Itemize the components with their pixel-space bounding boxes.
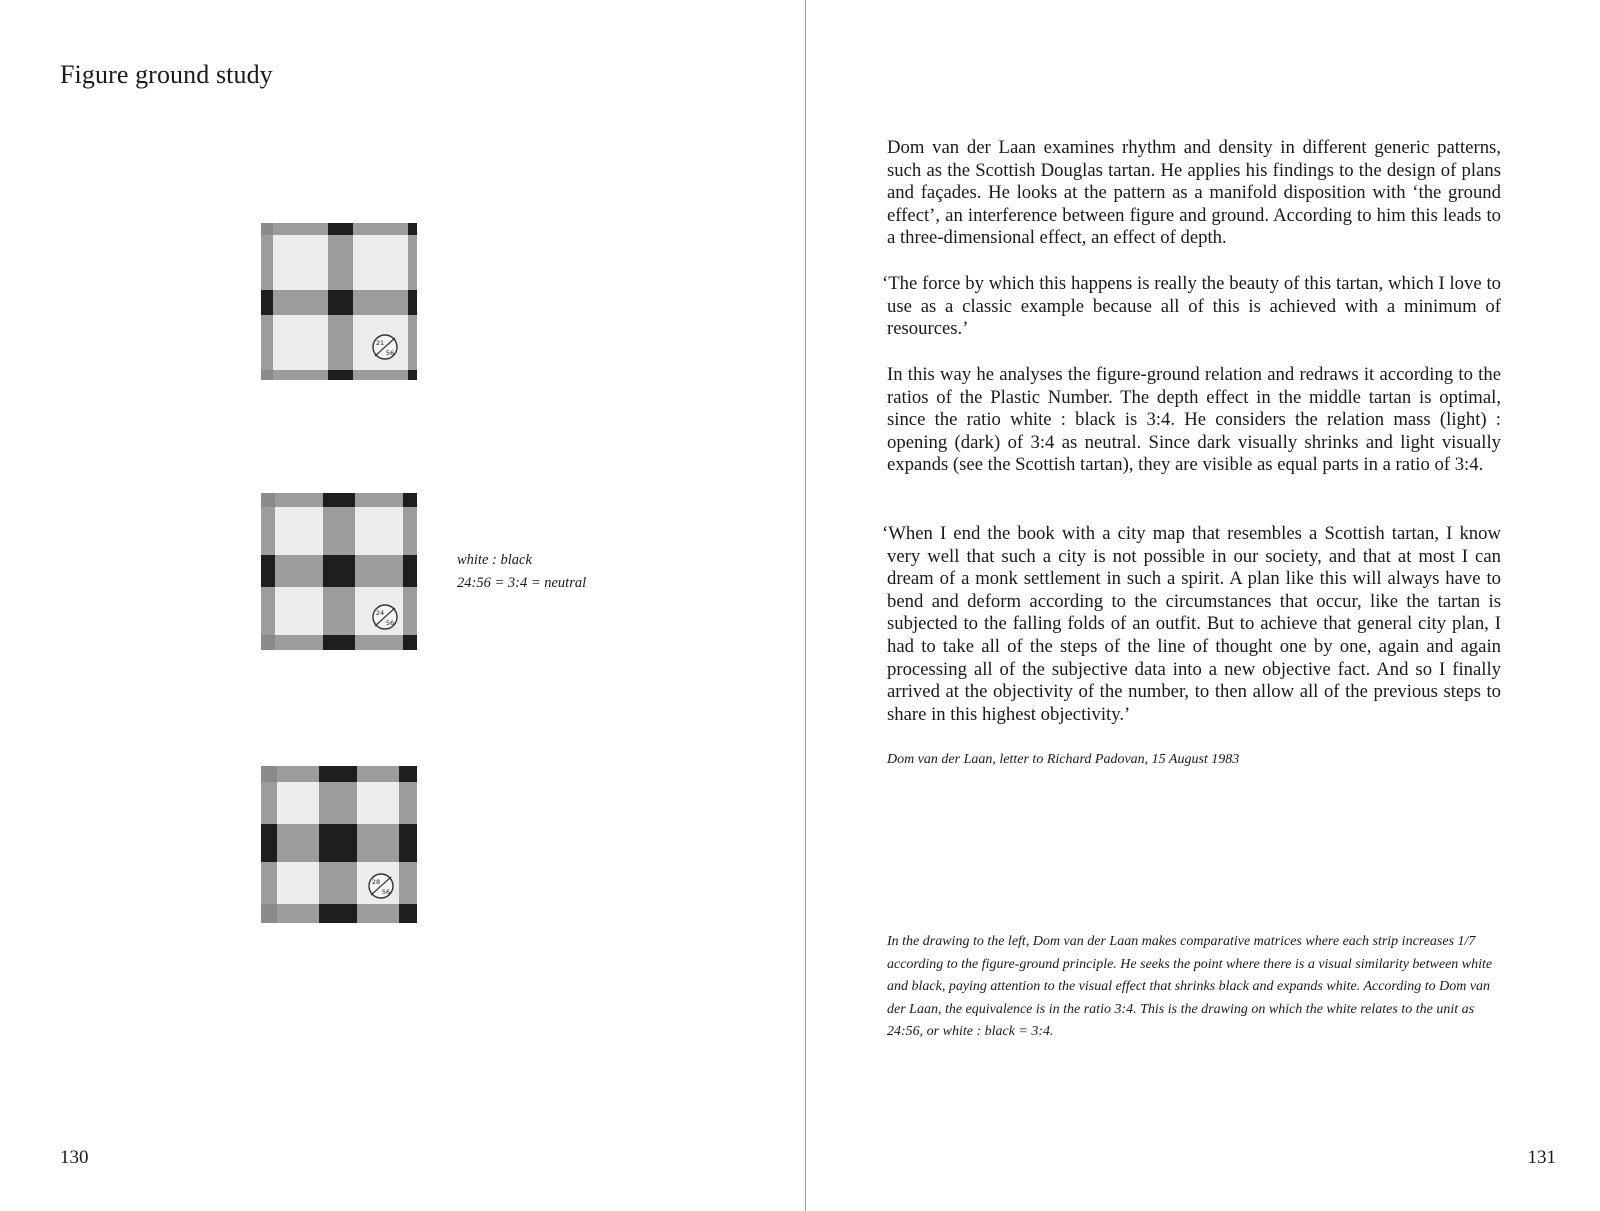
paragraph-quote-city: ‘When I end the book with a city map that resembles a Scottish tartan, I know very well that such a city is not possible in our society, and that at most I can dream of a monk settlement in such a spirit. A plan like this will always have to bend and deform according to the circumstances that occur, like the tartan is subjected to the falling folds of an outfit. But to achieve that general city plan, I had to take all of the steps of the line of thought one by one, again and again processing all of the subjective data into a new objective fact. And so I finally arrived at the objectivity of the number, to then allow all of the previous steps to share in this highest objectivity.’ (882, 523, 1501, 725)
page-number-right: 131 (1527, 1147, 1556, 1168)
stamp-numerator: 21 (375, 339, 385, 347)
stamp-denominator: 56 (381, 888, 391, 896)
tartan-drawing-middle (261, 493, 417, 650)
page-number-left: 130 (60, 1147, 89, 1168)
caption-line-2: 24:56 = 3:4 = neutral (457, 575, 587, 591)
caption-line-1: white : black (457, 552, 532, 568)
stamp-denominator: 56 (385, 619, 395, 627)
tartan-drawing-top (261, 223, 417, 380)
paragraph-quote-tartan: ‘The force by which this happens is really the beauty of this tartan, which I love to use as a classic example because all of this is achieved with a minimum of resources.’ (882, 273, 1501, 340)
stamp-denominator: 56 (385, 349, 395, 357)
paragraph-analysis: In this way he analyses the figure-ground relation and redraws it according to the ratios of the Plastic Number. The depth effect in the middle tartan is optimal, since the ratio white : black is 3:4. He considers the relation mass (light) : opening (dark) of 3:4 as neutral. Since dark visually shrinks and light visually expands (see the Scottish tartan), they are visible as equal parts in a ratio of 3:4. (887, 364, 1501, 476)
tartan-graphic (261, 493, 417, 650)
paragraph-intro: Dom van der Laan examines rhythm and density in different generic patterns, such as the Scottish Douglas tartan. He applies his findings to the design of plans and façades. He looks at the pattern as a manifold disposition with ‘the ground effect’, an interference between figure and ground. According to him this leads to a three-dimensional effect, an effect of depth. (887, 137, 1501, 249)
stamp-numerator: 24 (375, 609, 385, 617)
tartan-drawing-bottom (261, 766, 417, 923)
tartan-graphic (261, 766, 417, 923)
tartan-graphic (261, 223, 417, 380)
quote-citation: Dom van der Laan, letter to Richard Padovan, 15 August 1983 (887, 752, 1240, 767)
stamp-numerator: 28 (371, 878, 381, 886)
figure-note: In the drawing to the left, Dom van der Laan makes comparative matrices where each strip increases 1/7 according to the figure-ground principle. He seeks the point where there is a visual similarity between white and black, paying attention to the visual effect that shrinks black and expands white. According to Dom van der Laan, the equivalence is in the ratio 3:4. This is the drawing on which the white relates to the unit as 24:56, or white : black = 3:4. (887, 934, 1493, 1040)
page-title: Figure ground study (60, 60, 273, 89)
right-page (806, 0, 1600, 1211)
figure-caption (457, 549, 586, 595)
